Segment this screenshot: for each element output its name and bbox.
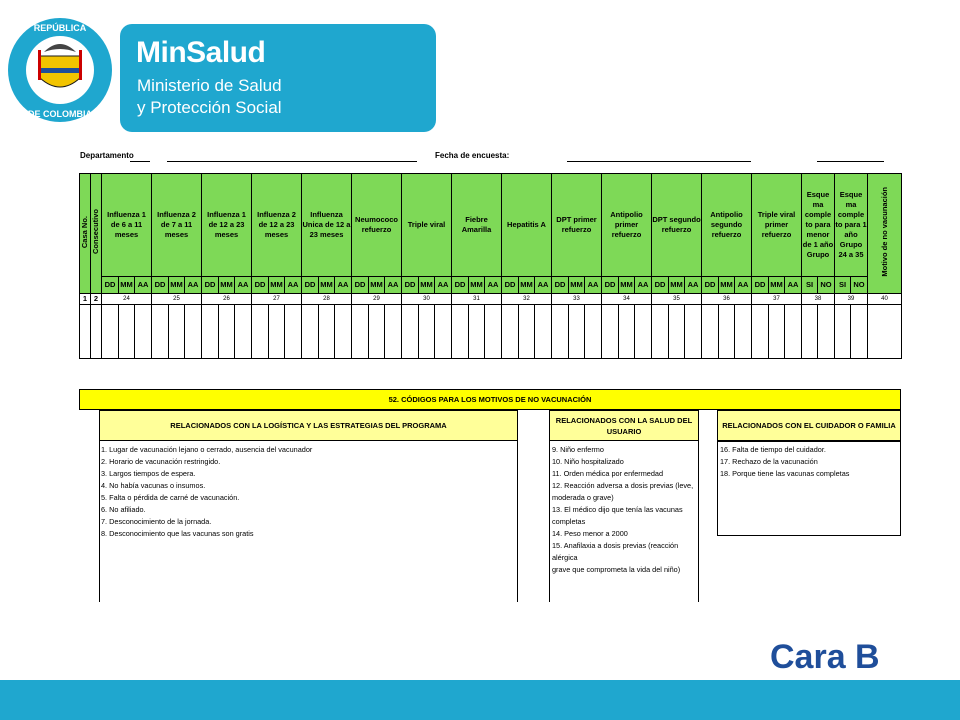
entry-cell[interactable] [552, 305, 569, 359]
date-subheader: MM [469, 277, 485, 294]
colombia-seal-icon [6, 16, 114, 124]
vaccine-header: Triple viral primer refuerzo [752, 174, 802, 277]
code-item: 16. Falta de tiempo del cuidador. [720, 445, 826, 454]
survey-table [79, 173, 902, 359]
entry-cell[interactable] [769, 305, 785, 359]
logo-area [0, 0, 440, 140]
date-subheader: MM [119, 277, 135, 294]
entry-cell[interactable] [269, 305, 285, 359]
date-subheader: AA [435, 277, 452, 294]
code-item: 7. Desconocimiento de la jornada. [101, 517, 212, 526]
date-subheader: MM [369, 277, 385, 294]
vaccine-header: DPT primer refuerzo [552, 174, 602, 277]
column-number: 39 [835, 294, 868, 305]
date-subheader: DD [252, 277, 269, 294]
code-item: 15. Anafilaxia a dosis previas (reacción alérgica [552, 541, 679, 562]
vaccine-header: Influenza Unica de 12 a 23 meses [302, 174, 352, 277]
entry-cell[interactable] [685, 305, 702, 359]
code-item: 12. Reacción adversa a dosis previas (leve, [552, 481, 694, 490]
entry-cell[interactable] [469, 305, 485, 359]
entry-cell[interactable] [735, 305, 752, 359]
entry-cell[interactable] [185, 305, 202, 359]
brand-line2: y Protección Social [137, 98, 282, 117]
vaccine-header: Antipolio segundo refuerzo [702, 174, 752, 277]
date-subheader: AA [485, 277, 502, 294]
esquema-header: Esque ma comple to para menor de 1 año Grupo [802, 174, 835, 277]
departamento-label: Departamento [80, 151, 134, 160]
casa-label: Casa No. [80, 215, 89, 249]
vaccine-header: Influenza 1 de 12 a 23 meses [202, 174, 252, 277]
date-subheader: MM [669, 277, 685, 294]
vaccine-header: Hepatitis A [502, 174, 552, 277]
entry-cell[interactable] [169, 305, 185, 359]
esquema-header: Esque ma comple to para 1 año Grupo 24 a 35 [835, 174, 868, 277]
entry-cell[interactable] [802, 305, 818, 359]
code-item: 3. Largos tiempos de espera. [101, 469, 196, 478]
date-subheader: MM [619, 277, 635, 294]
code-item: 10. Niño hospitalizado [552, 457, 624, 466]
entry-cell[interactable] [635, 305, 652, 359]
si-no-subheader: NO [851, 277, 868, 294]
entry-cell[interactable] [452, 305, 469, 359]
date-subheader: AA [285, 277, 302, 294]
date-subheader: AA [535, 277, 552, 294]
column-number: 28 [302, 294, 352, 305]
entry-cell[interactable] [91, 305, 102, 359]
column-number: 35 [652, 294, 702, 305]
entry-cell[interactable] [719, 305, 735, 359]
motivo-label: Motivo de no vacunación [879, 187, 889, 277]
date-subheader: DD [502, 277, 519, 294]
entry-cell[interactable] [785, 305, 802, 359]
column-number: 32 [502, 294, 552, 305]
date-subheader: DD [602, 277, 619, 294]
column-number: 36 [702, 294, 752, 305]
si-no-subheader: SI [835, 277, 851, 294]
row-number: 2 [91, 294, 102, 305]
brand-name: MinSalud [136, 36, 266, 69]
entry-cell[interactable] [818, 305, 835, 359]
vaccine-header: Antipolio primer refuerzo [602, 174, 652, 277]
entry-cell[interactable] [602, 305, 619, 359]
entry-cell[interactable] [335, 305, 352, 359]
date-subheader: MM [519, 277, 535, 294]
entry-cell[interactable] [352, 305, 369, 359]
date-subheader: MM [769, 277, 785, 294]
date-subheader: DD [752, 277, 769, 294]
si-no-subheader: SI [802, 277, 818, 294]
entry-cell[interactable] [302, 305, 319, 359]
column-number: 26 [202, 294, 252, 305]
code-item: moderada o grave) [552, 493, 614, 502]
entry-cell[interactable] [319, 305, 335, 359]
date-subheader: MM [719, 277, 735, 294]
footer-bar [0, 680, 960, 720]
code-item: 18. Porque tiene las vacunas completas [720, 469, 850, 478]
vaccine-header: Influenza 2 de 12 a 23 meses [252, 174, 302, 277]
date-subheader: AA [635, 277, 652, 294]
consecutivo-label: Consecutivo [91, 209, 100, 255]
column-number: 24 [102, 294, 152, 305]
date-subheader: DD [402, 277, 419, 294]
vaccine-header: Fiebre Amarilla [452, 174, 502, 277]
date-subheader: MM [169, 277, 185, 294]
code-item: 6. No afiliado. [101, 505, 146, 514]
date-subheader: DD [302, 277, 319, 294]
entry-cell[interactable] [80, 305, 91, 359]
date-subheader: DD [202, 277, 219, 294]
date-subheader: DD [702, 277, 719, 294]
salud-list [552, 444, 700, 576]
date-subheader: MM [419, 277, 435, 294]
entry-cell[interactable] [219, 305, 235, 359]
date-subheader: AA [135, 277, 152, 294]
column-number: 30 [402, 294, 452, 305]
fecha-label: Fecha de encuesta: [435, 151, 510, 160]
departamento-field-line[interactable] [167, 161, 417, 162]
entry-cell[interactable] [102, 305, 119, 359]
date-subheader: AA [585, 277, 602, 294]
column-number: 40 [868, 294, 902, 305]
column-number: 34 [602, 294, 652, 305]
entry-cell[interactable] [435, 305, 452, 359]
date-subheader: DD [152, 277, 169, 294]
brand-line1: Ministerio de Salud [137, 76, 282, 95]
consecutivo-header [91, 174, 102, 294]
slide-label: Cara B [770, 638, 880, 676]
entry-cell[interactable] [835, 305, 851, 359]
date-subheader: DD [352, 277, 369, 294]
entry-cell[interactable] [851, 305, 868, 359]
fecha-field[interactable] [567, 161, 751, 162]
code-item: 8. Desconocimiento que las vacunas son gratis [101, 529, 254, 538]
row-number: 1 [80, 294, 91, 305]
si-no-subheader: NO [818, 277, 835, 294]
code-item: 2. Horario de vacunación restringido. [101, 457, 221, 466]
code-item: 9. Niño enfermo [552, 445, 604, 454]
date-subheader: AA [335, 277, 352, 294]
entry-cell[interactable] [369, 305, 385, 359]
code-item: 1. Lugar de vacunación lejano o cerrado, ausencia del vacunador [101, 445, 313, 454]
entry-cell[interactable] [752, 305, 769, 359]
entry-cell[interactable] [419, 305, 435, 359]
date-subheader: DD [452, 277, 469, 294]
entry-cell[interactable] [652, 305, 669, 359]
cuidador-list [720, 444, 900, 480]
code-item: 17. Rechazo de la vacunación [720, 457, 818, 466]
entry-cell[interactable] [285, 305, 302, 359]
date-subheader: AA [385, 277, 402, 294]
code-item: 13. El médico dijo que tenía las vacunas [552, 505, 683, 514]
column-number: 31 [452, 294, 502, 305]
code-item: grave que comprometa la vida del niño) [552, 565, 681, 574]
date-subheader: AA [185, 277, 202, 294]
svg-text:REPÚBLICA: REPÚBLICA [33, 23, 87, 33]
entry-cell[interactable] [569, 305, 585, 359]
entry-cell[interactable] [669, 305, 685, 359]
code-item: 5. Falta o pérdida de carné de vacunación. [101, 493, 240, 502]
motivo-header [868, 174, 902, 294]
column-number: 25 [152, 294, 202, 305]
code-item: 11. Orden médica por enfermedad [552, 469, 664, 478]
logistica-right-border [517, 410, 518, 602]
vaccine-header: DPT segundo refuerzo [652, 174, 702, 277]
date-subheader: MM [319, 277, 335, 294]
vaccine-header: Triple viral [402, 174, 452, 277]
casa-header [80, 174, 91, 294]
date-subheader: AA [235, 277, 252, 294]
code-item: completas [552, 517, 586, 526]
entry-cell[interactable] [702, 305, 719, 359]
vaccine-header: Influenza 1 de 6 a 11 meses [102, 174, 152, 277]
date-subheader: DD [652, 277, 669, 294]
column-number: 38 [802, 294, 835, 305]
entry-cell[interactable] [585, 305, 602, 359]
entry-cell[interactable] [135, 305, 152, 359]
svg-text:DE COLOMBIA: DE COLOMBIA [28, 109, 92, 119]
codes-title: 52. CÓDIGOS PARA LOS MOTIVOS DE NO VACUNACIÓN [79, 389, 901, 410]
cuidador-header: RELACIONADOS CON EL CUIDADOR O FAMILIA [717, 410, 901, 441]
entry-cell[interactable] [235, 305, 252, 359]
entry-cell[interactable] [152, 305, 169, 359]
minsalud-brand [120, 24, 436, 132]
entry-cell[interactable] [202, 305, 219, 359]
departamento-field[interactable] [130, 161, 150, 162]
logistica-list [101, 444, 511, 540]
column-number: 33 [552, 294, 602, 305]
date-subheader: AA [785, 277, 802, 294]
date-subheader: DD [552, 277, 569, 294]
code-item: 14. Peso menor a 2000 [552, 529, 628, 538]
vaccine-header: Neumococo refuerzo [352, 174, 402, 277]
salud-header: RELACIONADOS CON LA SALUD DEL USUARIO [549, 410, 699, 441]
entry-cell[interactable] [868, 305, 902, 359]
date-subheader: DD [102, 277, 119, 294]
column-number: 29 [352, 294, 402, 305]
column-number: 27 [252, 294, 302, 305]
entry-cell[interactable] [619, 305, 635, 359]
entry-cell[interactable] [385, 305, 402, 359]
date-subheader: MM [269, 277, 285, 294]
date-subheader: MM [569, 277, 585, 294]
fecha-field-extra[interactable] [817, 161, 884, 162]
entry-cell[interactable] [485, 305, 502, 359]
entry-cell[interactable] [119, 305, 135, 359]
column-number: 37 [752, 294, 802, 305]
date-subheader: AA [685, 277, 702, 294]
entry-cell[interactable] [402, 305, 419, 359]
entry-cell[interactable] [252, 305, 269, 359]
entry-cell[interactable] [535, 305, 552, 359]
logistica-header: RELACIONADOS CON LA LOGÍSTICA Y LAS ESTRATEGIAS DEL PROGRAMA [99, 410, 518, 441]
date-subheader: AA [735, 277, 752, 294]
code-item: 4. No había vacunas o insumos. [101, 481, 206, 490]
date-subheader: MM [219, 277, 235, 294]
entry-cell[interactable] [502, 305, 519, 359]
vaccine-header: Influenza 2 de 7 a 11 meses [152, 174, 202, 277]
entry-cell[interactable] [519, 305, 535, 359]
logistica-left-border [99, 441, 100, 602]
